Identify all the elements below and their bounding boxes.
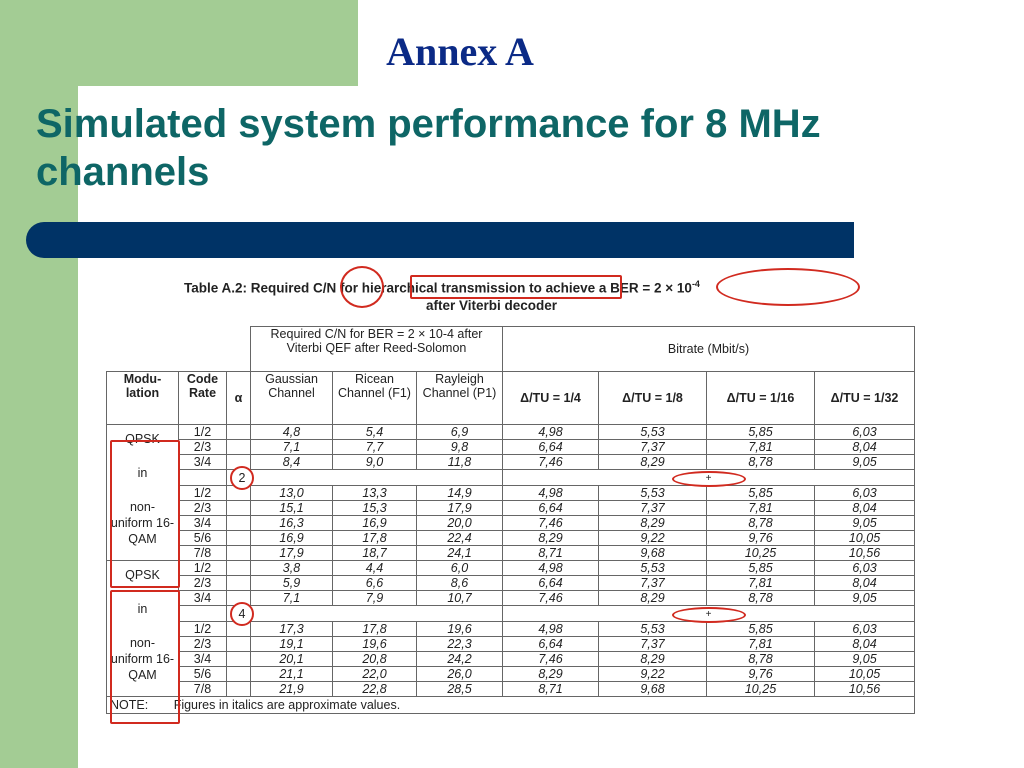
cell-b8: 5,53: [599, 486, 707, 501]
header-bitrate-1-32: Δ/TU = 1/32: [815, 372, 915, 425]
cell-b32: 6,03: [815, 622, 915, 637]
cell-b4: 6,64: [503, 576, 599, 591]
cell-ricean: 5,4: [333, 425, 417, 440]
table-row: [107, 425, 915, 440]
cell-b16: 9,76: [707, 667, 815, 682]
cell-b16: 5,85: [707, 486, 815, 501]
cell-rate: 1/2: [179, 486, 227, 501]
header-gaussian: Gaussian Channel: [251, 372, 333, 425]
cell-rayleigh: 9,8: [417, 440, 503, 455]
alpha-circle: 4: [230, 602, 254, 626]
cell-b32: 6,03: [815, 425, 915, 440]
cell-b16: 7,81: [707, 501, 815, 516]
header-alpha: α: [227, 372, 251, 425]
header-required-cn: Required C/N for BER = 2 × 10-4 after Viterbi QEF after Reed-Solomon: [251, 327, 503, 372]
cell-b32: 8,04: [815, 501, 915, 516]
cell-gauss: 20,1: [251, 652, 333, 667]
cell-b16: 7,81: [707, 637, 815, 652]
table-row: [107, 440, 915, 455]
header-rayleigh: Rayleigh Channel (P1): [417, 372, 503, 425]
caption-line2: after Viterbi decoder: [426, 297, 558, 313]
cell-b8: 5,53: [599, 622, 707, 637]
cell-b8: 9,68: [599, 546, 707, 561]
modulation-in: in: [137, 466, 148, 480]
plus-sign: +: [672, 471, 746, 487]
cell-b16: 5,85: [707, 425, 815, 440]
table-row: [107, 622, 915, 637]
cell-ricean: 7,7: [333, 440, 417, 455]
hierarchical-highlight-box: [410, 275, 622, 299]
alpha-cell: [227, 440, 251, 455]
alpha-cell: [227, 652, 251, 667]
plus-sign: +: [672, 607, 746, 623]
cell-ricean: 17,8: [333, 622, 417, 637]
cell-b4: 4,98: [503, 425, 599, 440]
alpha-cell: [227, 531, 251, 546]
cell-b4: 4,98: [503, 486, 599, 501]
header-ricean: Ricean Channel (F1): [333, 372, 417, 425]
cell-gauss: 16,9: [251, 531, 333, 546]
cell-rate: 3/4: [179, 591, 227, 606]
cell-ricean: 13,3: [333, 486, 417, 501]
cell-b8: 8,29: [599, 455, 707, 470]
cell-rate: 5/6: [179, 667, 227, 682]
cell-rayleigh: 24,2: [417, 652, 503, 667]
cell-b32: 9,05: [815, 455, 915, 470]
cn-highlight-oval: [340, 266, 384, 308]
table-row: [107, 682, 915, 697]
cell-b16: 9,76: [707, 531, 815, 546]
cell-b16: 8,78: [707, 516, 815, 531]
cell-rate: 1/2: [179, 425, 227, 440]
table-row: [107, 546, 915, 561]
header-bitrate-1-8: Δ/TU = 1/8: [599, 372, 707, 425]
cell-rate: 5/6: [179, 531, 227, 546]
alpha-cell: [227, 576, 251, 591]
cell-b16: 8,78: [707, 652, 815, 667]
table-row: [107, 576, 915, 591]
cell-b4: 7,46: [503, 455, 599, 470]
cell-rayleigh: 20,0: [417, 516, 503, 531]
cell-gauss: 3,8: [251, 561, 333, 576]
cell-ricean: 20,8: [333, 652, 417, 667]
cell-b16: 8,78: [707, 455, 815, 470]
slide-title: Simulated system performance for 8 MHz channels: [36, 102, 821, 194]
note-label: NOTE:: [110, 698, 149, 712]
modulation-qpsk: QPSK: [125, 568, 160, 582]
cell-gauss: 16,3: [251, 516, 333, 531]
alpha-circle: 2: [230, 466, 254, 490]
header-bitrate: Bitrate (Mbit/s): [503, 327, 915, 372]
cell-rayleigh: 26,0: [417, 667, 503, 682]
cell-b16: 8,78: [707, 591, 815, 606]
cell-b4: 7,46: [503, 516, 599, 531]
cell-b32: 10,56: [815, 546, 915, 561]
cell-b16: 7,81: [707, 440, 815, 455]
cell-ricean: 16,9: [333, 516, 417, 531]
cell-b16: 10,25: [707, 682, 815, 697]
cell-ricean: 22,0: [333, 667, 417, 682]
cell-rate: 2/3: [179, 440, 227, 455]
cell-ricean: 22,8: [333, 682, 417, 697]
cell-b8: 8,29: [599, 652, 707, 667]
cell-b32: 9,05: [815, 591, 915, 606]
cell-ricean: 15,3: [333, 501, 417, 516]
cell-b8: 7,37: [599, 576, 707, 591]
cell-b8: 8,29: [599, 591, 707, 606]
table-row: [107, 637, 915, 652]
cell-b8: 7,37: [599, 501, 707, 516]
cell-b32: 6,03: [815, 486, 915, 501]
cell-b8: 9,22: [599, 531, 707, 546]
cell-b8: 8,29: [599, 516, 707, 531]
cell-b16: 5,85: [707, 622, 815, 637]
block-alpha-4: [107, 561, 915, 697]
cell-rayleigh: 19,6: [417, 622, 503, 637]
cell-rayleigh: 17,9: [417, 501, 503, 516]
caption-line1: Table A.2: Required C/N for hierarchical transmission to achieve a BER = 2 × 10: [184, 280, 692, 296]
alpha-value: [227, 606, 251, 622]
alpha-cell: [227, 516, 251, 531]
alpha-value: [227, 470, 251, 486]
cell-b4: 4,98: [503, 561, 599, 576]
ber-highlight-oval: [716, 268, 860, 306]
cell-b32: 9,05: [815, 516, 915, 531]
block-alpha-2: [107, 425, 915, 561]
modulation-in: in: [137, 602, 148, 616]
table-row: [107, 652, 915, 667]
cell-ricean: 19,6: [333, 637, 417, 652]
cell-b8: 5,53: [599, 425, 707, 440]
alpha-cell: [227, 637, 251, 652]
cell-b4: 7,46: [503, 591, 599, 606]
cell-gauss: 17,3: [251, 622, 333, 637]
cell-b16: 10,25: [707, 546, 815, 561]
performance-table: [106, 326, 915, 714]
modulation-qpsk: QPSK: [125, 432, 160, 446]
cell-rate: 3/4: [179, 652, 227, 667]
cell-b8: 5,53: [599, 561, 707, 576]
cell-gauss: 7,1: [251, 591, 333, 606]
cell-gauss: 13,0: [251, 486, 333, 501]
modulation-highlight-box-1: [110, 440, 180, 588]
header-modulation: Modu- lation: [107, 372, 179, 425]
cell-gauss: 17,9: [251, 546, 333, 561]
alpha-cell: [227, 546, 251, 561]
cell-rayleigh: 10,7: [417, 591, 503, 606]
cell-b32: 8,04: [815, 576, 915, 591]
cell-b4: 8,71: [503, 546, 599, 561]
table-row: [107, 501, 915, 516]
cell-b4: 8,71: [503, 682, 599, 697]
modulation-16qam: non- uniform 16-QAM: [110, 500, 175, 546]
note-row: [107, 697, 915, 714]
alpha-cell: [227, 682, 251, 697]
header-row-group: [107, 327, 915, 372]
cell-gauss: 8,4: [251, 455, 333, 470]
cell-ricean: 18,7: [333, 546, 417, 561]
cell-rate: 2/3: [179, 576, 227, 591]
cell-b32: 10,56: [815, 682, 915, 697]
table-row: [107, 667, 915, 682]
cell-gauss: 21,9: [251, 682, 333, 697]
modulation-highlight-box-2: [110, 590, 180, 724]
cell-ricean: 17,8: [333, 531, 417, 546]
cell-gauss: 19,1: [251, 637, 333, 652]
cell-rayleigh: 22,3: [417, 637, 503, 652]
cell-rayleigh: 22,4: [417, 531, 503, 546]
cell-rayleigh: 11,8: [417, 455, 503, 470]
cell-b16: 5,85: [707, 561, 815, 576]
cell-rate: 1/2: [179, 561, 227, 576]
alpha-plus-cell: [503, 606, 915, 622]
header-bitrate-1-4: Δ/TU = 1/4: [503, 372, 599, 425]
table-row: [107, 561, 915, 576]
cell-b4: 6,64: [503, 637, 599, 652]
alpha-row: [107, 606, 915, 622]
cell-gauss: 5,9: [251, 576, 333, 591]
cell-b8: 9,22: [599, 667, 707, 682]
cell-rate: 3/4: [179, 455, 227, 470]
cell-rayleigh: 6,0: [417, 561, 503, 576]
cell-gauss: 15,1: [251, 501, 333, 516]
cell-rayleigh: 8,6: [417, 576, 503, 591]
slide-heading: Annex A: [386, 29, 534, 74]
cell-b32: 10,05: [815, 667, 915, 682]
caption-exponent: -4: [691, 279, 700, 289]
cell-rate: 7/8: [179, 682, 227, 697]
header-row-columns: [107, 372, 915, 425]
cell-ricean: 6,6: [333, 576, 417, 591]
cell-rate: 2/3: [179, 501, 227, 516]
cell-gauss: 21,1: [251, 667, 333, 682]
cell-b4: 4,98: [503, 622, 599, 637]
cell-gauss: 4,8: [251, 425, 333, 440]
cell-ricean: 9,0: [333, 455, 417, 470]
table-row: [107, 455, 915, 470]
cell-b32: 8,04: [815, 440, 915, 455]
cell-rate: 7/8: [179, 546, 227, 561]
cell-ricean: 7,9: [333, 591, 417, 606]
cell-b32: 8,04: [815, 637, 915, 652]
cell-b8: 9,68: [599, 682, 707, 697]
note-text: Figures in italics are approximate values.: [173, 698, 401, 712]
cell-b32: 9,05: [815, 652, 915, 667]
table-row: [107, 486, 915, 501]
alpha-cell: [227, 501, 251, 516]
cell-b4: 6,64: [503, 501, 599, 516]
title-divider-bar: [26, 222, 854, 258]
cell-rayleigh: 24,1: [417, 546, 503, 561]
cell-b4: 8,29: [503, 667, 599, 682]
cell-b4: 7,46: [503, 652, 599, 667]
cell-b8: 7,37: [599, 440, 707, 455]
cell-b4: 6,64: [503, 440, 599, 455]
cell-b4: 8,29: [503, 531, 599, 546]
cell-rate: 3/4: [179, 516, 227, 531]
alpha-plus-cell: [503, 470, 915, 486]
cell-b16: 7,81: [707, 576, 815, 591]
cell-ricean: 4,4: [333, 561, 417, 576]
header-code-rate: Code Rate: [179, 372, 227, 425]
table-row: [107, 531, 915, 546]
cell-b8: 7,37: [599, 637, 707, 652]
header-bitrate-1-16: Δ/TU = 1/16: [707, 372, 815, 425]
cell-rayleigh: 6,9: [417, 425, 503, 440]
alpha-cell: [227, 561, 251, 576]
alpha-row: [107, 470, 915, 486]
cell-b32: 10,05: [815, 531, 915, 546]
cell-rate: 2/3: [179, 637, 227, 652]
table-row: [107, 591, 915, 606]
alpha-cell: [227, 425, 251, 440]
cell-rate: 1/2: [179, 622, 227, 637]
cell-rayleigh: 14,9: [417, 486, 503, 501]
alpha-cell: [227, 667, 251, 682]
table-row: [107, 516, 915, 531]
modulation-16qam: non- uniform 16-QAM: [110, 636, 175, 682]
cell-b32: 6,03: [815, 561, 915, 576]
cell-gauss: 7,1: [251, 440, 333, 455]
cell-rayleigh: 28,5: [417, 682, 503, 697]
